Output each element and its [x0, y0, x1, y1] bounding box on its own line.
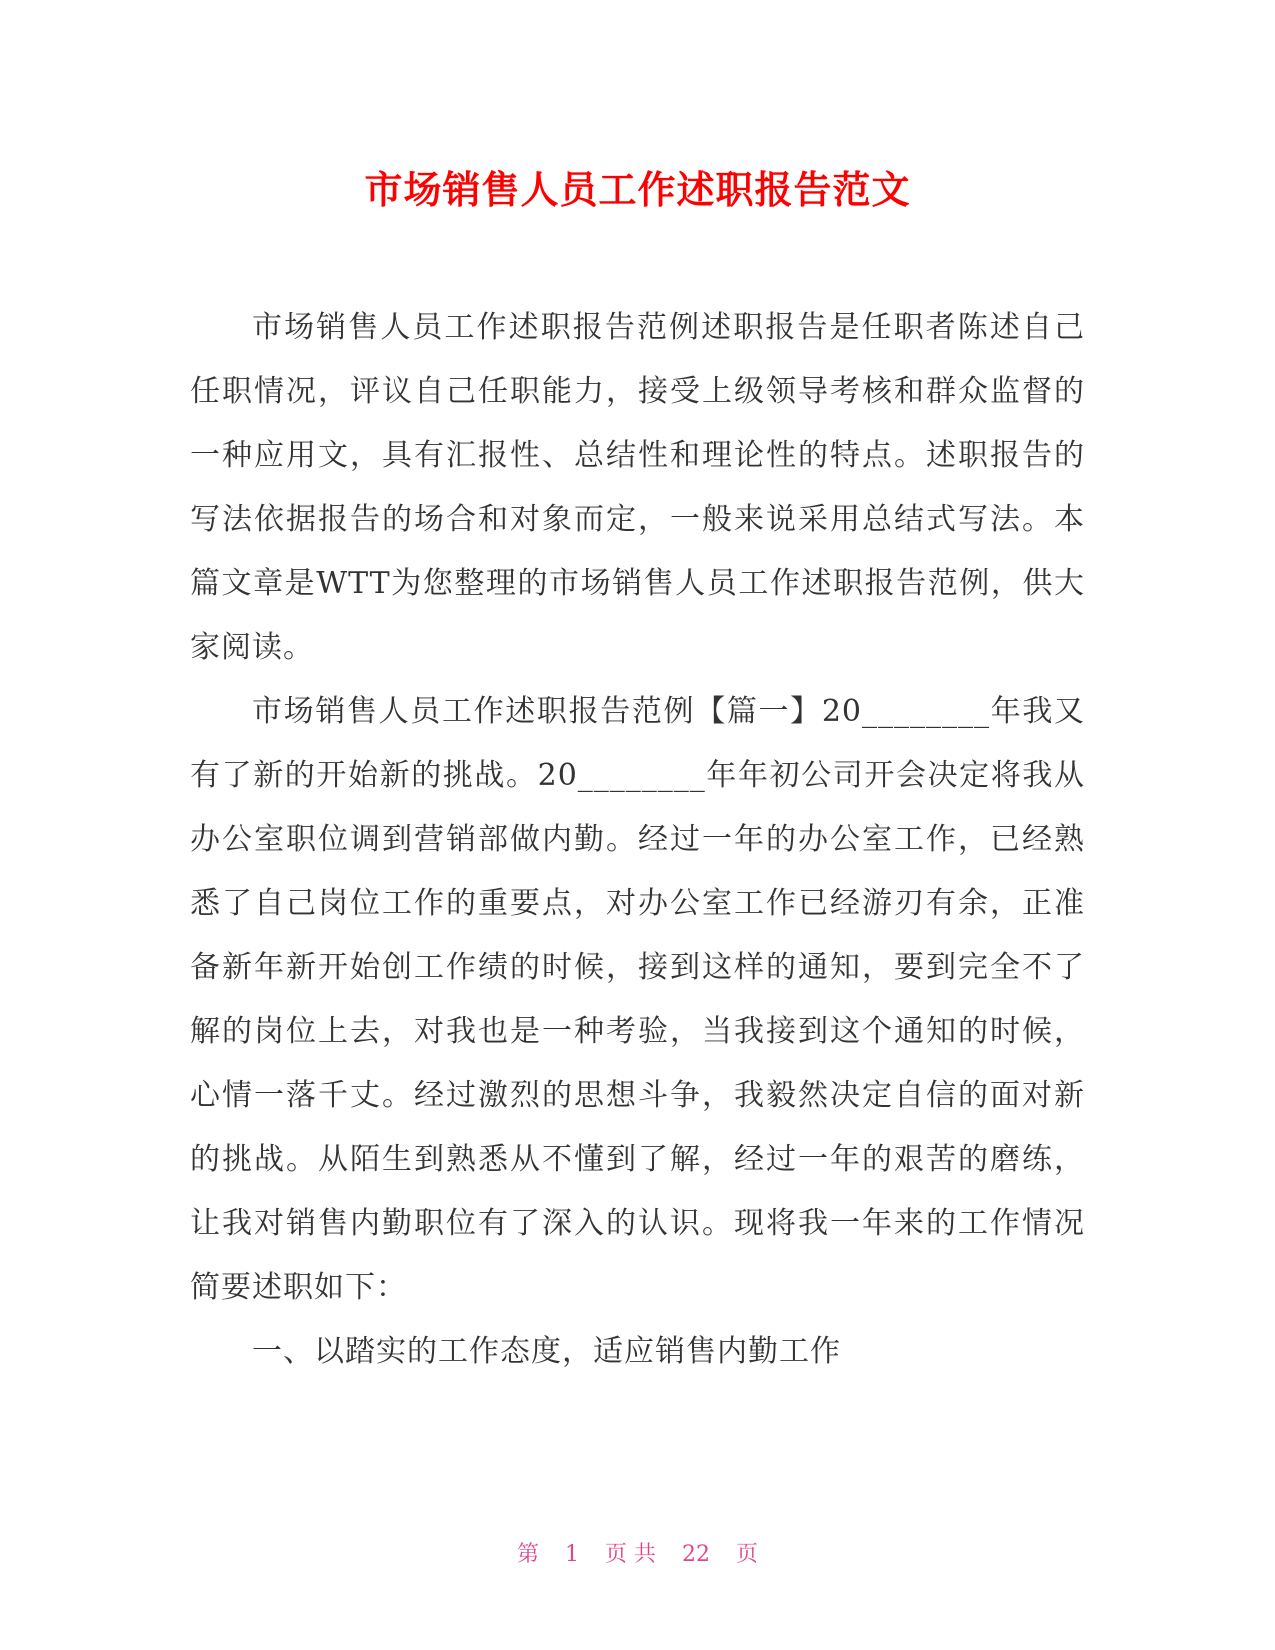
page-footer — [0, 1540, 1275, 1570]
footer-page-number: 1 — [565, 1542, 579, 1567]
footer-page-suffix: 页 — [736, 1542, 759, 1567]
paragraph-intro: 市场销售人员工作述职报告范例述职报告是任职者陈述自己任职情况，评议自己任职能力，接受上级领导考核和群众监督的一种应用文，具有汇报性、总结性和理论性的特点。述职报告的写法依据报告的场合和对象而定，一般来说采用总结式写法。本篇文章是WTT为您整理的市场销售人员工作述职报告范例，供大家阅读。 — [190, 310, 1085, 665]
section-heading-one: 一、以踏实的工作态度，适应销售内勤工作 — [252, 1334, 841, 1369]
footer-page-middle: 页 共 — [605, 1542, 656, 1567]
page-title: 市场销售人员工作述职报告范文 — [364, 168, 911, 212]
document-body — [190, 296, 1085, 1384]
footer-page-prefix: 第 — [516, 1542, 539, 1567]
footer-total-pages: 22 — [682, 1542, 710, 1567]
paragraph-part-one: 市场销售人员工作述职报告范例【篇一】20________年我又有了新的开始新的挑战。20________年年初公司开会决定将我从办公室职位调到营销部做内勤。经过一年的办公室工作，已经熟悉了自己岗位工作的重要点，对办公室工作已经游刃有余，正准备新年新开始创工作绩的时候，接到这样的通知，要到完全不了解的岗位上去，对我也是一种考验，当我接到这个通知的时候，心情一落千丈。经过激烈的思想斗争，我毅然决定自信的面对新的挑战。从陌生到熟悉从不懂到了解，经过一年的艰苦的磨练，让我对销售内勤职位有了深入的认识。现将我一年来的工作情况简要述职如下： — [190, 694, 1085, 1305]
